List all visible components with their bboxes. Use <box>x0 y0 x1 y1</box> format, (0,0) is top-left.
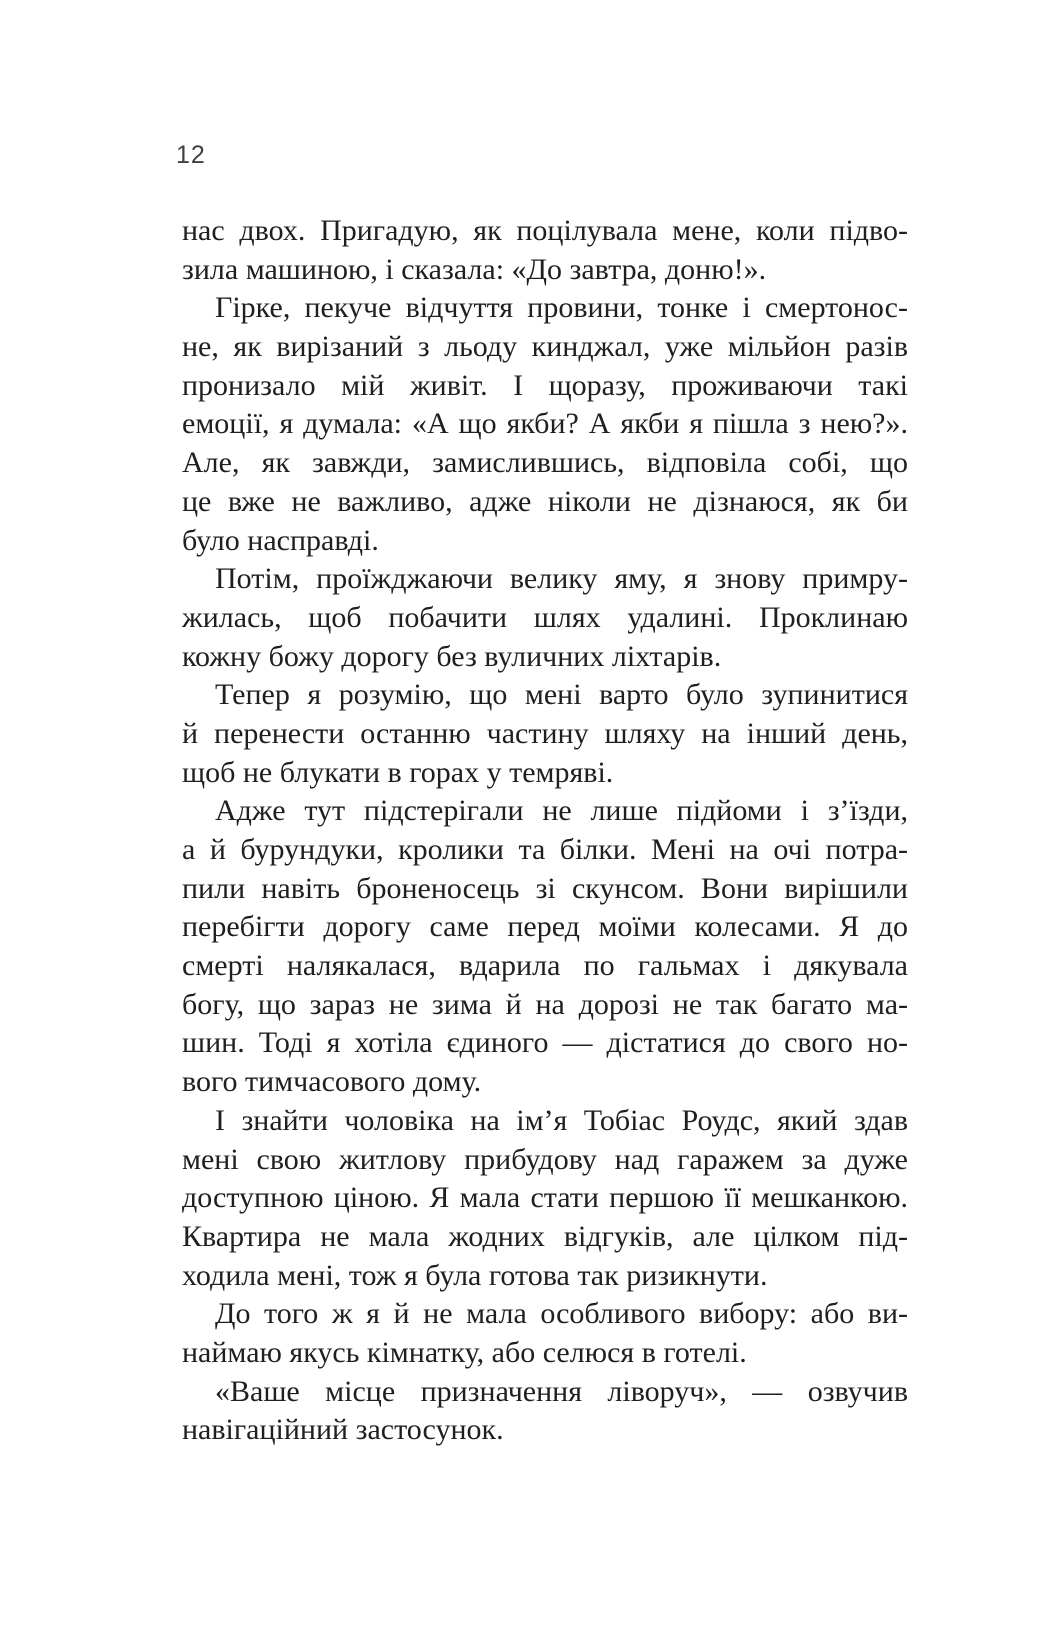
text-line: «Ваше місце призначення ліворуч», — озвучив <box>215 1374 908 1408</box>
text-line: жилась, щоб побачити шлях удалині. Проклинаю <box>182 600 908 634</box>
text-line: смерті налякалася, вдарила по гальмах і дякувала <box>182 949 908 983</box>
text-line: І знайти чоловіка на ім’я Тобіас Роудс, який здав <box>215 1103 908 1137</box>
text-line: не, як вирізаний з льоду кинджал, уже мільйон разів <box>182 330 908 364</box>
text-line: доступною ціною. Я мала стати першою її мешканкою. <box>182 1181 908 1215</box>
text-line: це вже не важливо, адже ніколи не дізнаюся, як би <box>182 484 908 518</box>
text-line: шин. Тоді я хотіла єдиного — дістатися до свого но- <box>182 1026 908 1060</box>
text-line: Гірке, пекуче відчуття провини, тонке і смертонос- <box>215 291 908 325</box>
text-line: було насправді. <box>182 523 379 557</box>
text-line: богу, що зараз не зима й на дорозі не так багато ма- <box>182 987 908 1021</box>
text-line: Адже тут підстерігали не лише підйоми і з’їзди, <box>215 794 908 828</box>
text-line: нас двох. Пригадую, як поцілувала мене, коли підво- <box>182 214 908 247</box>
text-line: навігаційний застосунок. <box>182 1413 504 1447</box>
text-line: Але, як завжди, замислившись, відповіла собі, що <box>182 446 908 480</box>
text-line: Квартира не мала жодних відгуків, але цілком під- <box>182 1219 908 1253</box>
text-line: вого тимчасового дому. <box>182 1065 482 1099</box>
text-line: перебігти дорогу саме перед моїми колесами. Я до <box>182 910 908 944</box>
text-line: Тепер я розумію, що мені варто було зупинитися <box>215 678 908 712</box>
text-line: й перенести останню частину шляху на інший день, <box>182 716 908 750</box>
page-number: 12 <box>176 141 206 169</box>
text-line: До того ж я й не мала особливого вибору: або ви- <box>215 1297 908 1331</box>
text-line: емоції, я думала: «А що якби? А якби я пішла з нею?». <box>182 407 908 441</box>
text-line: пили навіть броненосець зі скунсом. Вони вирішили <box>182 871 908 905</box>
text-line: наймаю якусь кімнатку, або селюся в готелі. <box>182 1335 747 1369</box>
text-line: мені свою житлову прибудову над гаражем за дуже <box>182 1142 908 1176</box>
text-block <box>182 212 908 1450</box>
text-line: кожну божу дорогу без вуличних ліхтарів. <box>182 639 722 673</box>
text-line: Потім, проїжджаючи велику яму, я знову примру- <box>215 562 908 596</box>
text-line: пронизало мій живіт. І щоразу, проживаючи такі <box>182 368 908 402</box>
text-line: ходила мені, тож я була готова так ризикнути. <box>182 1258 768 1292</box>
text-line: а й бурундуки, кролики та білки. Мені на очі потра- <box>182 833 908 866</box>
text-line: щоб не блукати в горах у темряві. <box>182 755 614 789</box>
text-line: зила машиною, і сказала: «До завтра, доню!». <box>182 252 767 286</box>
